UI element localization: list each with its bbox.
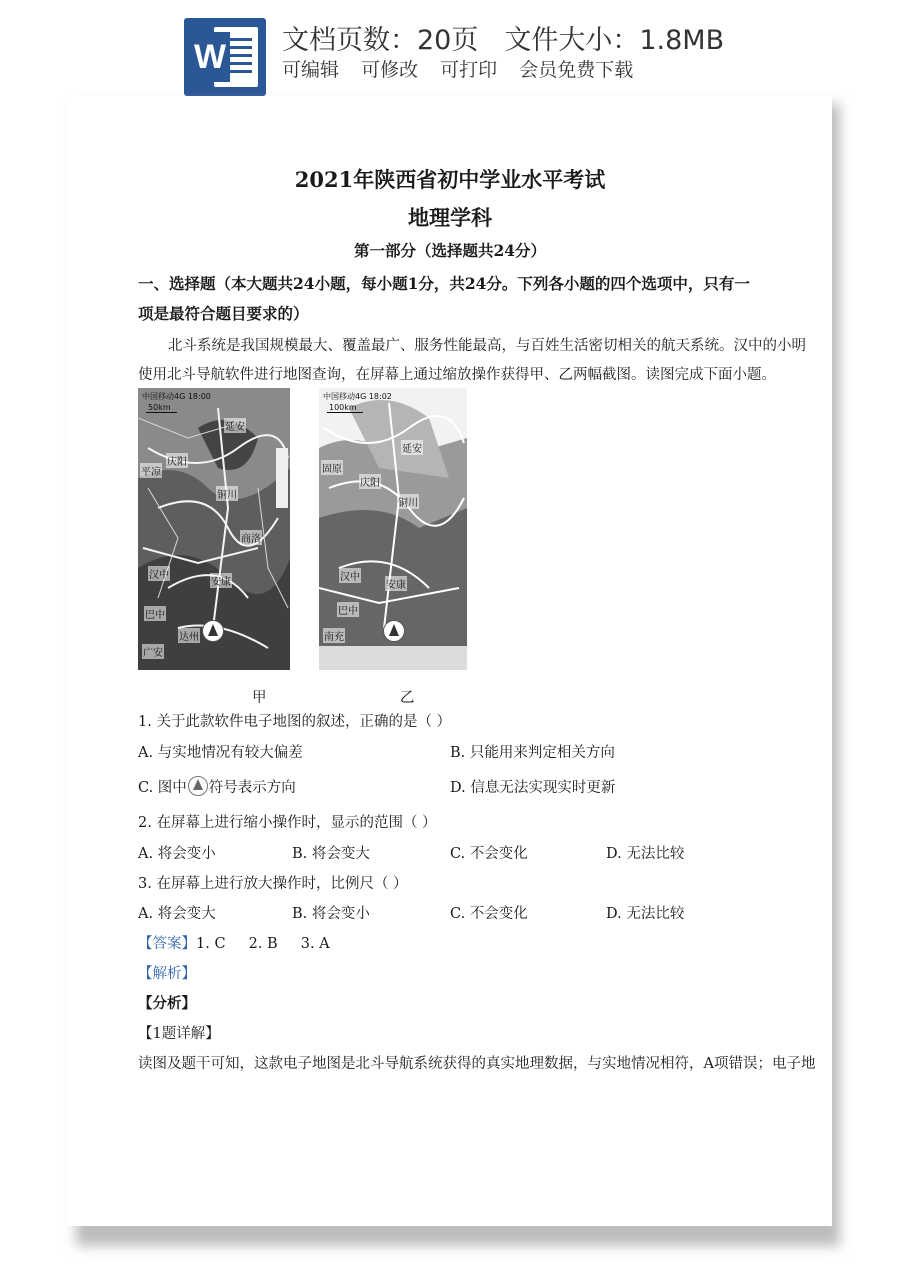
map-yi-place: 铜川 bbox=[397, 494, 419, 509]
map-jia-place: 广安 bbox=[142, 644, 164, 659]
map-yi-scale: 100km bbox=[327, 403, 363, 413]
navigation-arrow-icon[interactable] bbox=[383, 620, 405, 642]
question-1-stem: 1. 关于此款软件电子地图的叙述，正确的是（ ） bbox=[138, 714, 452, 730]
question-3-option-b: B. 将会变小 bbox=[292, 906, 370, 922]
question-1-option-c: C. 图中 符号表示方向 bbox=[138, 776, 296, 797]
map-jia-place: 达州 bbox=[178, 628, 200, 643]
analysis-tag: 【解析】 bbox=[138, 966, 196, 982]
feature-editable: 可编辑 bbox=[282, 59, 340, 81]
section-instructions-line1: 一、选择题（本大题共24小题，每小题1分，共24分。下列各小题的四个选项中，只有一 bbox=[138, 274, 750, 293]
map-jia-place: 平凉 bbox=[140, 463, 162, 478]
map-jia-status-bar: 中国移动4G 18:00 bbox=[142, 392, 211, 401]
question-2-option-a: A. 将会变小 bbox=[138, 846, 216, 862]
map-jia-screenshot bbox=[138, 388, 290, 670]
map-jia-place: 铜川 bbox=[216, 486, 238, 501]
feature-list bbox=[282, 55, 643, 82]
map-jia-place: 商洛 bbox=[240, 530, 262, 545]
map-yi-place: 延安 bbox=[401, 440, 423, 455]
navigation-arrow-icon[interactable] bbox=[202, 620, 224, 642]
question-2-option-c: C. 不会变化 bbox=[450, 846, 528, 862]
subject-title: 地理学科 bbox=[408, 205, 492, 230]
feature-modifiable: 可修改 bbox=[361, 59, 419, 81]
page-count: 文档页数：20页 bbox=[282, 25, 479, 56]
intro-paragraph-line1: 北斗系统是我国规模最大、覆盖最广、服务性能最高，与百姓生活密切相关的航天系统。汉中的小明 bbox=[168, 338, 806, 354]
map-yi-screenshot bbox=[319, 388, 467, 670]
file-size: 文件大小：1.8MB bbox=[504, 25, 725, 56]
document-page bbox=[68, 96, 832, 1226]
map-jia-caption: 甲 bbox=[252, 690, 267, 706]
feature-printable: 可打印 bbox=[440, 59, 498, 81]
intro-paragraph-line2: 使用北斗导航软件进行地图查询，在屏幕上通过缩放操作获得甲、乙两幅截图。读图完成下面小题。 bbox=[138, 367, 776, 383]
question-2-option-d: D. 无法比较 bbox=[606, 846, 685, 862]
word-document-icon: W bbox=[184, 18, 266, 96]
answer-tag: 【答案】 bbox=[138, 936, 196, 952]
question-2-option-b: B. 将会变大 bbox=[292, 846, 370, 862]
map-jia-scale: 50km bbox=[146, 403, 177, 413]
detail-tag: 【1题详解】 bbox=[138, 1026, 220, 1042]
question-3-stem: 3. 在屏幕上进行放大操作时，比例尺（ ） bbox=[138, 876, 408, 892]
question-1-option-a: A. 与实地情况有较大偏差 bbox=[138, 745, 303, 761]
map-jia-place: 汉中 bbox=[148, 566, 170, 581]
answer-text: 1. C 2. B 3. A bbox=[196, 936, 330, 952]
map-yi-place: 安康 bbox=[385, 576, 407, 591]
question-3-option-a: A. 将会变大 bbox=[138, 906, 216, 922]
detail-paragraph: 读图及题干可知，这款电子地图是北斗导航系统获得的真实地理数据，与实地情况相符，A项错误；电子地 bbox=[138, 1056, 816, 1072]
map-yi-place: 固原 bbox=[321, 460, 343, 475]
feature-member-download[interactable]: 会员免费下载 bbox=[519, 59, 634, 81]
map-jia-place: 巴中 bbox=[144, 606, 166, 621]
question-3-option-d: D. 无法比较 bbox=[606, 906, 685, 922]
download-banner bbox=[0, 0, 900, 100]
navigation-arrow-icon bbox=[188, 776, 208, 796]
map-yi-place: 汉中 bbox=[339, 568, 361, 583]
fenxi-tag: 【分析】 bbox=[138, 995, 196, 1012]
map-yi-place: 庆阳 bbox=[359, 474, 381, 489]
answer-line bbox=[138, 932, 330, 953]
map-yi-caption: 乙 bbox=[400, 690, 415, 706]
map-yi-place: 南充 bbox=[323, 628, 345, 643]
exam-title: 2021年陕西省初中学业水平考试 bbox=[294, 167, 606, 192]
map-jia-place: 安康 bbox=[210, 573, 232, 588]
map-jia-place: 庆阳 bbox=[166, 453, 188, 468]
question-1-option-d: D. 信息无法实现实时更新 bbox=[450, 780, 616, 796]
map-yi-status-bar: 中国移动4G 18:02 bbox=[323, 392, 392, 401]
question-1-option-b: B. 只能用来判定相关方向 bbox=[450, 745, 615, 761]
question-3-option-c: C. 不会变化 bbox=[450, 906, 528, 922]
section-instructions-line2: 项是最符合题目要求的） bbox=[138, 304, 309, 323]
part-heading: 第一部分（选择题共24分） bbox=[353, 241, 547, 260]
map-jia-place: 延安 bbox=[224, 418, 246, 433]
file-info bbox=[282, 18, 724, 57]
question-2-stem: 2. 在屏幕上进行缩小操作时，显示的范围（ ） bbox=[138, 815, 437, 831]
map-yi-place: 巴中 bbox=[337, 602, 359, 617]
